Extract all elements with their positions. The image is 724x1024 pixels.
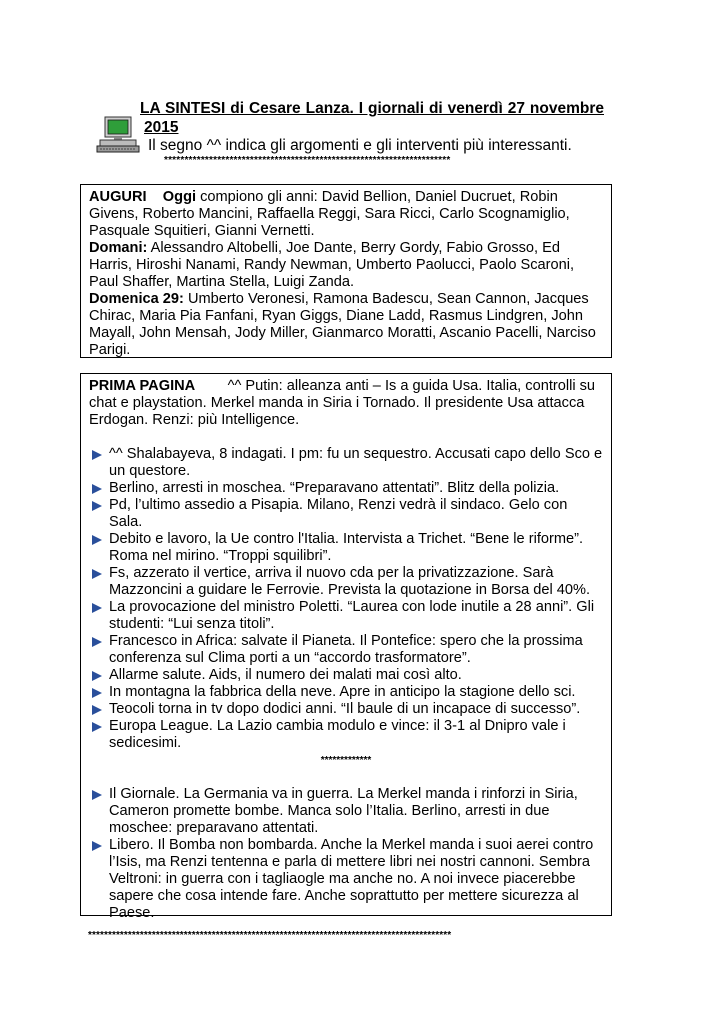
list-item: In montagna la fabbrica della neve. Apre in anticipo la stagione dello sci. bbox=[89, 684, 603, 701]
arrow-bullet-icon bbox=[92, 722, 102, 732]
auguri-sunday-text: Umberto Veronesi, Ramona Badescu, Sean Cannon, Jacques Chirac, Maria Pia Fanfani, Ryan Giggs, Diane Ladd, Rasmus Lindgren, John Mayall, John Mensah, Jody Miller, Gianmarco Moratti, Ascanio Pacelli, Narciso Parigi. bbox=[89, 291, 596, 358]
subtitle: Il segno ^^ indica gli argomenti e gli interventi più interessanti. bbox=[148, 137, 572, 154]
news-list bbox=[89, 446, 603, 752]
prima-pagina-intro-paragraph bbox=[89, 378, 603, 429]
prima-pagina-intro: ^^ Putin: alleanza anti – Is a guida Usa. Italia, controlli su chat e playstation. Merkel manda in Siria i Tornado. Il presidente Usa attacca Erdogan. Renzi: più Intelligence. bbox=[89, 378, 596, 428]
list-item: ^^ Shalabayeva, 8 indagati. I pm: fu un sequestro. Accusati capo dello Sco e un questore. bbox=[89, 446, 603, 480]
section-separator: ************* bbox=[320, 755, 372, 766]
auguri-today bbox=[89, 189, 603, 240]
prima-pagina-box bbox=[80, 373, 612, 921]
arrow-bullet-icon bbox=[92, 501, 102, 511]
arrow-bullet-icon bbox=[92, 688, 102, 698]
page-title: LA SINTESI di Cesare Lanza. I giornali di venerdì 27 novembre bbox=[140, 100, 604, 117]
auguri-tomorrow bbox=[89, 240, 603, 291]
list-item: Pd, l’ultimo assedio a Pisapia. Milano, Renzi vedrà il sindaco. Gelo con Sala. bbox=[89, 497, 603, 531]
arrow-bullet-icon bbox=[92, 569, 102, 579]
list-item: Europa League. La Lazio cambia modulo e vince: il 3-1 al Dnipro vale i sedicesimi. bbox=[89, 718, 603, 752]
arrow-bullet-icon bbox=[92, 841, 102, 851]
list-item: Berlino, arresti in moschea. “Preparavano attentati”. Blitz della polizia. bbox=[89, 480, 603, 497]
auguri-sunday bbox=[89, 291, 603, 359]
auguri-heading: AUGURI bbox=[89, 189, 147, 205]
auguri-box bbox=[80, 184, 612, 358]
page-title-year: 2015 bbox=[144, 119, 179, 136]
list-item: Allarme salute. Aids, il numero dei malati mai così alto. bbox=[89, 667, 603, 684]
footer-stars-divider: ******************************************************************************************* bbox=[88, 930, 452, 941]
arrow-bullet-icon bbox=[92, 535, 102, 545]
auguri-sunday-label: Domenica 29: bbox=[89, 291, 184, 307]
arrow-bullet-icon bbox=[92, 671, 102, 681]
arrow-bullet-icon bbox=[92, 484, 102, 494]
list-item: La provocazione del ministro Poletti. “Laurea con lode inutile a 28 anni”. Gli studenti: “Lui senza titoli”. bbox=[89, 599, 603, 633]
arrow-bullet-icon bbox=[92, 705, 102, 715]
prima-pagina-heading: PRIMA PAGINA bbox=[89, 378, 196, 394]
list-item: Debito e lavoro, la Ue contro l'Italia. Intervista a Trichet. “Bene le riforme”. Roma nel mirino. “Troppi squilibri”. bbox=[89, 531, 603, 565]
arrow-bullet-icon bbox=[92, 450, 102, 460]
computer-icon bbox=[96, 116, 140, 154]
auguri-tomorrow-text: Alessandro Altobelli, Joe Dante, Berry Gordy, Fabio Grosso, Ed Harris, Hiroshi Nanami, Randy Newman, Umberto Paolucci, Paolo Scaroni, Paul Shaffer, Martina Stella, Luigi Zanda. bbox=[89, 240, 575, 290]
list-item: Francesco in Africa: salvate il Pianeta. Il Pontefice: spero che la prossima conferenza sul Clima porti a un “accordo trasformatore”. bbox=[89, 633, 603, 667]
list-item: Teocoli torna in tv dopo dodici anni. “Il baule di un incapace di successo”. bbox=[89, 701, 603, 718]
auguri-today-text: compiono gli anni: David Bellion, Daniel Ducruet, Robin Givens, Roberto Mancini, Raffaella Reggi, Sara Ricci, Carlo Scognamiglio, Pasquale Squitieri, Gianni Vernetti. bbox=[89, 189, 570, 239]
list-item: Libero. Il Bomba non bombarda. Anche la Merkel manda i suoi aerei contro l’Isis, ma Renzi tentenna e parla di mettere libri nei nostri cannoni. Sembra Veltroni: in guerra con i tagliaogle ma anche no. A noi invece piacerebbe sapere che cosa intende fare. Anche soprattutto per mettere sicurezza al Paese. bbox=[89, 837, 603, 922]
auguri-tomorrow-label: Domani: bbox=[89, 240, 148, 256]
arrow-bullet-icon bbox=[92, 790, 102, 800]
arrow-bullet-icon bbox=[92, 603, 102, 613]
press-review-list bbox=[89, 786, 603, 922]
header-stars-divider: ********************************************************************** bbox=[164, 155, 451, 166]
list-item: Fs, azzerato il vertice, arriva il nuovo cda per la privatizzazione. Sarà Mazzoncini a guidare le Ferrovie. Prevista la quotazione in Borsa del 40%. bbox=[89, 565, 603, 599]
list-item: Il Giornale. La Germania va in guerra. La Merkel manda i rinforzi in Siria, Cameron promette bombe. Manca solo l’Italia. Berlino, arresti in due moschee: preparavano attentati. bbox=[89, 786, 603, 837]
arrow-bullet-icon bbox=[92, 637, 102, 647]
auguri-today-label: Oggi bbox=[162, 189, 197, 205]
